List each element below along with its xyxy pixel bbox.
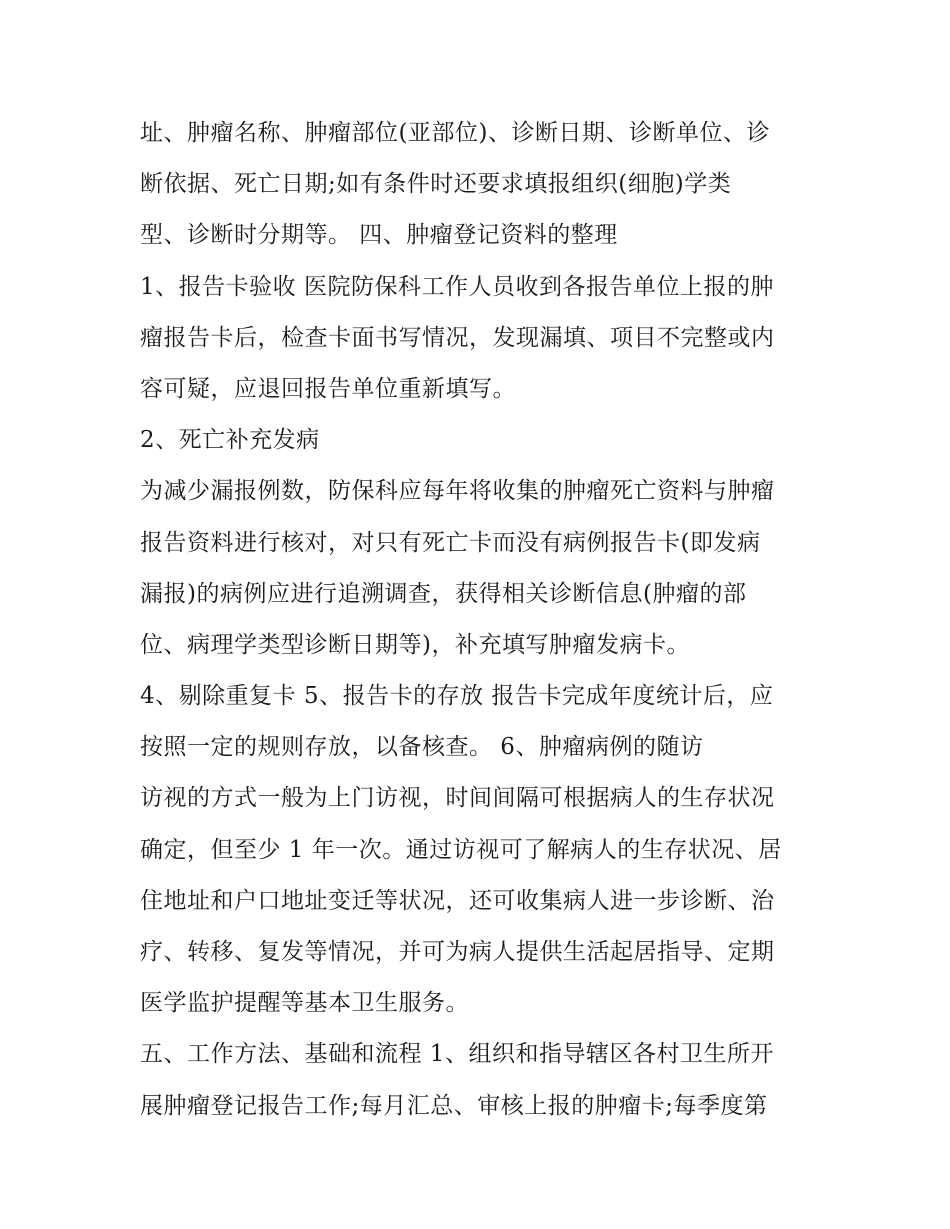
text-line-20: 展肿瘤登记报告工作;每月汇总、审核上报的肿瘤卡;每季度第 [140, 1092, 768, 1119]
text-line-17: 疗、转移、复发等情况，并可为病人提供生活起居指导、定期 [140, 939, 775, 965]
text-line-7: 2、死亡补充发病 [140, 427, 320, 454]
text-line-8: 为减少漏报例数，防保科应每年将收集的肿瘤死亡资料与肿瘤 [140, 478, 775, 505]
text-line-3: 型、诊断时分期等。 四、肿瘤登记资料的整理 [140, 222, 618, 249]
text-line-6: 容可疑，应退回报告单位重新填写。 [140, 375, 516, 402]
text-line-18: 医学监护提醒等基本卫生服务。 [140, 990, 469, 1017]
text-line-12: 4、剔除重复卡 5、报告卡的存放 报告卡完成年度统计后，应 [140, 683, 774, 710]
text-line-2: 断依据、死亡日期;如有条件时还要求填报组织(细胞)学类 [140, 171, 732, 198]
text-line-13: 按照一定的规则存放，以备核查。 6、肿瘤病例的随访 [140, 734, 704, 761]
text-line-4: 1、报告卡验收 医院防保科工作人员收到各报告单位上报的肿 [140, 273, 774, 300]
text-line-15: 确定，但至少 1 年一次。通过访视可了解病人的生存状况、居 [140, 836, 782, 863]
document-body [140, 108, 830, 1132]
text-line-19: 五、工作方法、基础和流程 1、组织和指导辖区各村卫生所开 [140, 1041, 774, 1068]
text-line-14: 访视的方式一般为上门访视，时间间隔可根据病人的生存状况 [140, 785, 775, 812]
text-line-5: 瘤报告卡后，检查卡面书写情况，发现漏填、项目不完整或内 [140, 324, 775, 351]
text-line-9: 报告资料进行核对，对只有死亡卡而没有病例报告卡(即发病 [140, 529, 761, 556]
text-line-1: 址、肿瘤名称、肿瘤部位(亚部位)、诊断日期、诊断单位、诊 [140, 120, 770, 146]
text-line-11: 位、病理学类型诊断日期等)，补充填写肿瘤发病卡。 [140, 631, 690, 658]
text-line-10: 漏报)的病例应进行追溯调查，获得相关诊断信息(肿瘤的部 [140, 580, 747, 607]
text-line-16: 住地址和户口地址变迁等状况，还可收集病人进一步诊断、治 [140, 887, 775, 914]
